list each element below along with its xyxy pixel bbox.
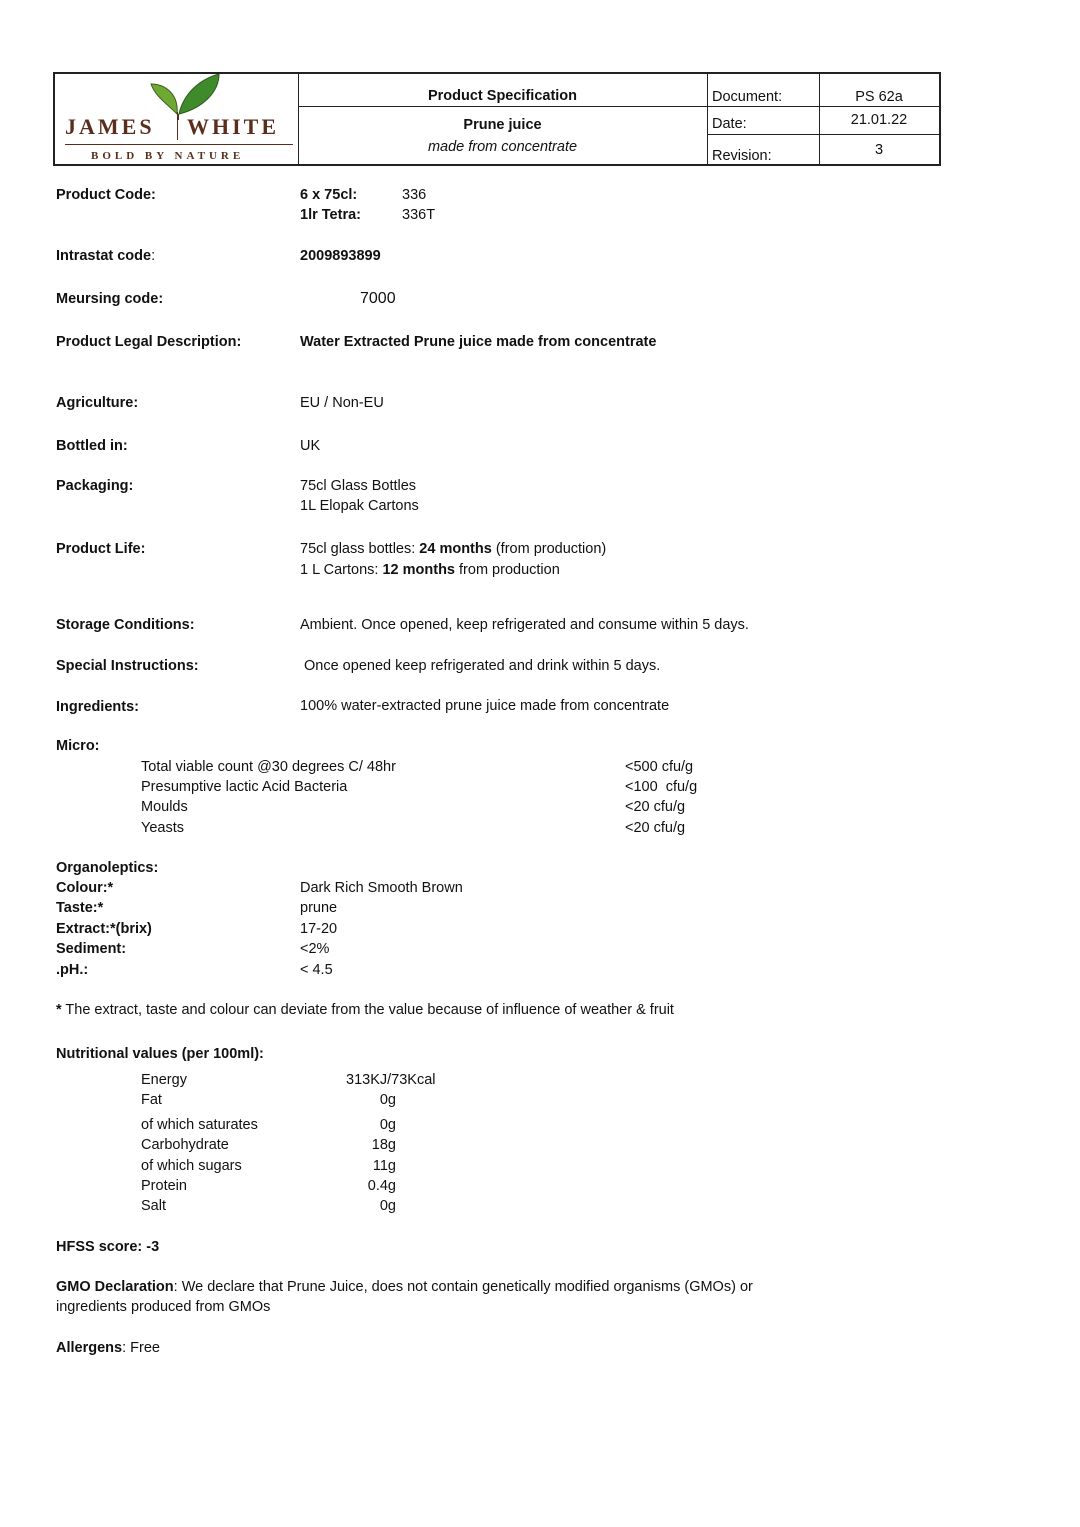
- organoleptic-name: Colour:*: [56, 880, 114, 896]
- organoleptic-value: Dark Rich Smooth Brown: [300, 880, 463, 896]
- organoleptics-label: Organoleptics:: [56, 860, 159, 876]
- product-code-size-2: 1lr Tetra:: [300, 207, 361, 223]
- special-value: Once opened keep refrigerated and drink within 5 days.: [304, 658, 661, 674]
- nutrition-row-name: Salt: [141, 1198, 166, 1214]
- nutrition-row-value: 313KJ/73Kcal: [346, 1072, 436, 1088]
- organoleptic-name: Extract:*(brix): [56, 921, 152, 937]
- bottled-label: Bottled in:: [56, 438, 128, 454]
- packaging-line-1: 75cl Glass Bottles: [300, 478, 417, 494]
- logo-tagline: BOLD BY NATURE: [91, 150, 245, 162]
- nutrition-row-value: 11g: [372, 1158, 396, 1174]
- legal-value: Water Extracted Prune juice made from concentrate: [300, 334, 657, 350]
- meursing-label: Meursing code:: [56, 291, 164, 307]
- gmo-declaration-line-2: ingredients produced from GMOs: [56, 1299, 271, 1315]
- life-label: Product Life:: [56, 541, 146, 557]
- logo-name-right: WHITE: [187, 114, 280, 139]
- organoleptic-name: Sediment:: [56, 941, 127, 957]
- nutrition-label: Nutritional values (per 100ml):: [56, 1046, 264, 1062]
- product-code-value-1: 336: [402, 187, 427, 203]
- document-value: PS 62a: [855, 89, 903, 105]
- product-subtitle: made from concentrate: [427, 139, 578, 155]
- nutrition-row-value: 0g: [379, 1198, 396, 1214]
- brand-logo: [55, 74, 298, 164]
- nutrition-row-name: Fat: [141, 1092, 162, 1108]
- allergens: Allergens: Free: [56, 1340, 160, 1356]
- micro-row-name: Presumptive lactic Acid Bacteria: [141, 779, 348, 795]
- life-line-1: 75cl glass bottles: 24 months (from production): [300, 541, 607, 557]
- revision-label: Revision:: [712, 148, 772, 164]
- nutrition-row-value: 0g: [379, 1117, 396, 1133]
- gmo-declaration: GMO Declaration: We declare that Prune Juice, does not contain genetically modified organisms (GMOs) or: [56, 1279, 753, 1295]
- special-label: Special Instructions:: [56, 658, 199, 674]
- product-code-value-2: 336T: [402, 207, 436, 223]
- logo-name-left: JAMES: [65, 114, 155, 139]
- date-value: 21.01.22: [850, 112, 908, 128]
- document-label: Document:: [712, 89, 783, 105]
- nutrition-row-name: Energy: [141, 1072, 187, 1088]
- spec-title: Product Specification: [427, 88, 578, 104]
- micro-row-value: <20 cfu/g: [625, 799, 686, 815]
- micro-row-name: Moulds: [141, 799, 188, 815]
- agriculture-label: Agriculture:: [56, 395, 139, 411]
- micro-row-value: <100 cfu/g: [625, 779, 698, 795]
- agriculture-value: EU / Non-EU: [300, 395, 384, 411]
- packaging-label: Packaging:: [56, 478, 134, 494]
- micro-label: Micro:: [56, 738, 100, 754]
- packaging-line-2: 1L Elopak Cartons: [300, 498, 419, 514]
- nutrition-row-name: of which saturates: [141, 1117, 258, 1133]
- nutrition-row-name: Carbohydrate: [141, 1137, 229, 1153]
- revision-value: 3: [874, 142, 884, 158]
- intrastat-label: Intrastat code:: [56, 248, 156, 264]
- organoleptic-value: prune: [300, 900, 338, 916]
- ingredients-label: Ingredients:: [56, 699, 139, 715]
- storage-value: Ambient. Once opened, keep refrigerated and consume within 5 days.: [300, 617, 749, 633]
- organoleptic-value: < 4.5: [300, 962, 333, 978]
- intrastat-value: 2009893899: [300, 248, 381, 264]
- life-line-2: 1 L Cartons: 12 months from production: [300, 562, 560, 578]
- nutrition-row-value: 0g: [379, 1092, 396, 1108]
- bottled-value: UK: [300, 438, 321, 454]
- ingredients-value: 100% water-extracted prune juice made from concentrate: [300, 698, 670, 714]
- legal-label: Product Legal Description:: [56, 334, 242, 350]
- footnote: * The extract, taste and colour can deviate from the value because of influence of weather & fruit: [56, 1002, 674, 1018]
- product-name: Prune juice: [463, 117, 542, 133]
- micro-row-value: <500 cfu/g: [625, 759, 694, 775]
- micro-row-name: Total viable count @30 degrees C/ 48hr: [141, 759, 396, 775]
- meursing-value: 7000: [360, 290, 396, 307]
- nutrition-row-name: of which sugars: [141, 1158, 242, 1174]
- micro-row-value: <20 cfu/g: [625, 820, 686, 836]
- nutrition-row-value: 18g: [371, 1137, 396, 1153]
- organoleptic-value: 17-20: [300, 921, 338, 937]
- product-code-size-1: 6 x 75cl:: [300, 187, 358, 203]
- organoleptic-name: Taste:*: [56, 900, 104, 916]
- storage-label: Storage Conditions:: [56, 617, 195, 633]
- organoleptic-value: <2%: [300, 941, 330, 957]
- header-table: [53, 72, 941, 166]
- hfss-score: HFSS score: -3: [56, 1239, 160, 1255]
- nutrition-row-value: 0.4g: [367, 1178, 396, 1194]
- nutrition-row-name: Protein: [141, 1178, 187, 1194]
- product-code-label: Product Code:: [56, 187, 156, 203]
- organoleptic-name: .pH.:: [56, 962, 89, 978]
- micro-row-name: Yeasts: [141, 820, 184, 836]
- date-label: Date:: [712, 116, 747, 132]
